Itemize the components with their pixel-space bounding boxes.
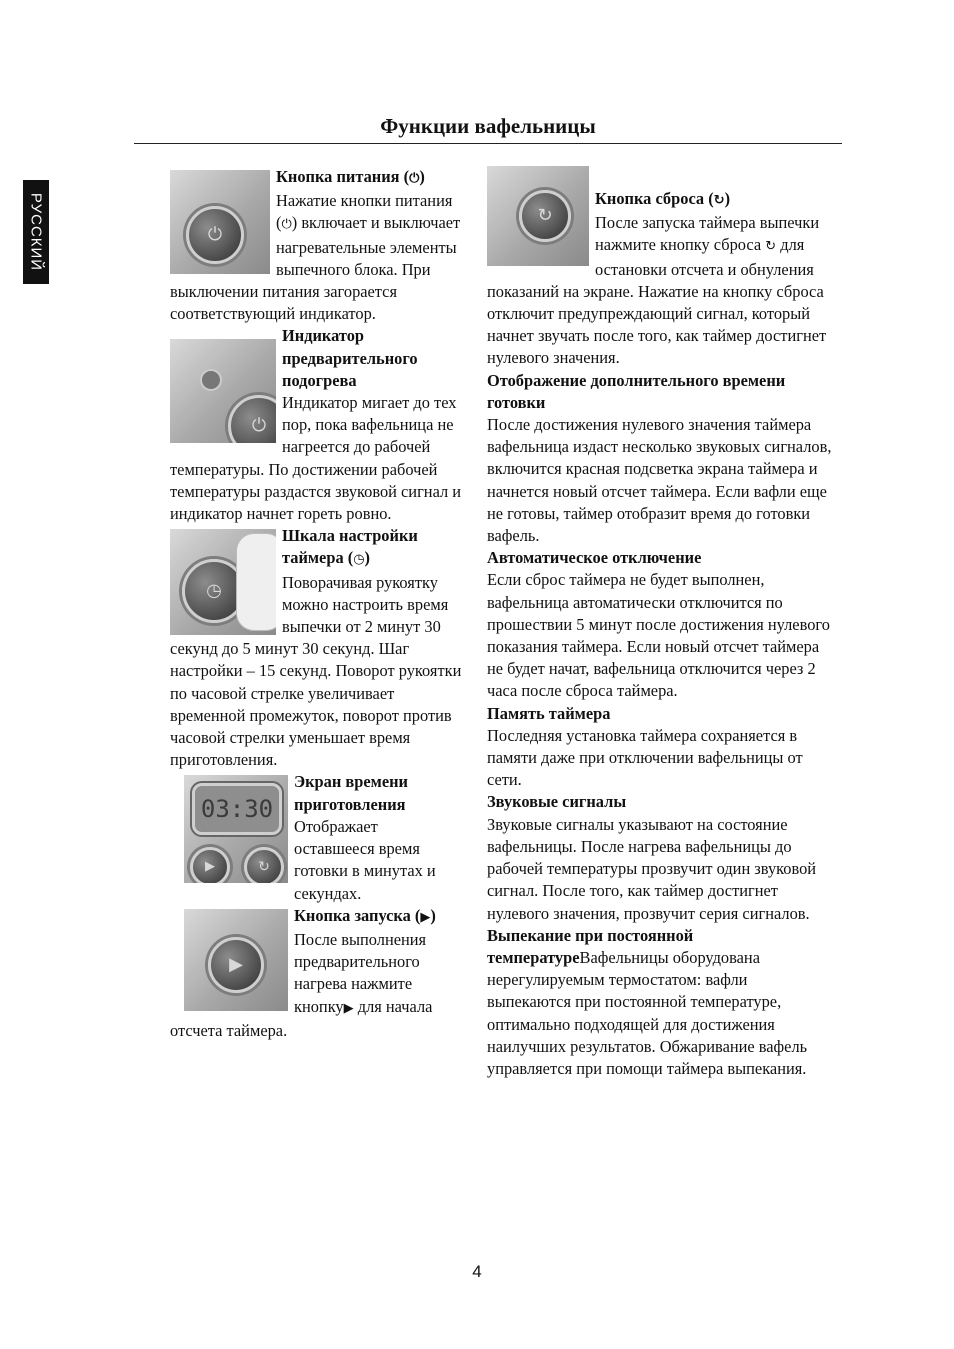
start-icon: ▶	[208, 937, 264, 993]
constant-temp-section	[487, 925, 832, 1080]
page-title: Функции вафельницы	[380, 114, 596, 138]
power-button-photo	[170, 170, 270, 274]
indicator-lamp	[200, 369, 222, 391]
lcd-time: 03:30	[200, 795, 274, 824]
reset-icon: ↻	[765, 239, 777, 255]
constant-temp-text: Вафельницы оборудована нерегулируемым термостатом: вафли выпекаются при постоянной температуре, оптимально подходящей для достижения наилучших результатов. Обжаривание вафель управляется при помощи таймера выпекания.	[487, 947, 808, 1078]
memory-heading: Память таймера	[487, 703, 611, 723]
title-divider	[134, 143, 842, 144]
timer-screen-photo	[184, 775, 288, 883]
reset-heading: Кнопка сброса (↻)	[595, 189, 731, 208]
start-text: После выполнения предварительного нагрева нажмите кнопку▶ для начала отсчета таймера.	[170, 929, 433, 1040]
power-heading: Кнопка питания (⏻)	[276, 167, 425, 186]
start-heading: Кнопка запуска (▶)	[294, 905, 436, 925]
timer-screen-text: Отображает оставшееся время готовки в минутах и секундах.	[294, 816, 436, 903]
timer-dial-text: Поворачивая рукоятку можно настроить время выпечки от 2 минут 30 секунд до 5 минут 30 секунд. Шаг настройки – 15 секунд. Поворот рукоятки по часовой стрелке увеличивает временной промежуток, поворот против часовой стрелки уменьшает время приготовления.	[170, 572, 462, 770]
right-column	[487, 188, 832, 1080]
start-icon: ▶	[190, 847, 230, 883]
sounds-heading: Звуковые сигналы	[487, 792, 627, 812]
page-number: 4	[472, 1262, 482, 1281]
reset-text: После запуска таймера выпечки нажмите кнопку сброса ↻ для остановки отсчета и обнуления показаний на экране. Нажатие на кнопку сброса отключит предупреждающий сигнал, который начнет звучать после того, как таймер достигнет нулевого значения.	[487, 213, 827, 368]
reset-icon: ↻	[519, 190, 571, 242]
constant-temp-heading: Выпекание при постоянной температуре	[487, 925, 694, 967]
power-text: Нажатие кнопки питания (⏻) включает и выключает нагревательные элементы выпечного блока. При выключении питания загорается соответствующий индикатор.	[170, 191, 461, 324]
preheat-indicator-photo	[170, 339, 276, 443]
timer-screen-heading: Экран времени приготовления	[294, 772, 408, 814]
hand-illustration	[236, 533, 276, 631]
auto-off-section	[487, 547, 832, 702]
reset-icon: ↻	[244, 847, 284, 883]
extra-time-text: После достижения нулевого значения таймера вафельница издаст несколько звуковых сигналов, включится красная подсветка экрана таймера и начнется новый отсчет таймера. Если вафли еще не готовы, таймер отобразит время до готовки вафель.	[487, 415, 832, 546]
timer-icon: ◷	[182, 559, 246, 623]
power-icon: ⏻	[186, 206, 244, 264]
start-icon: ▶	[343, 1000, 354, 1016]
preheat-heading: Индикатор предварительного подогрева	[282, 326, 418, 390]
memory-section	[487, 703, 832, 792]
power-icon: ⏻	[409, 171, 420, 186]
timer-dial-photo	[170, 529, 276, 635]
timer-icon: ◷	[353, 552, 365, 568]
language-tab	[23, 180, 49, 284]
language-tab-label: РУССКИЙ	[27, 192, 45, 272]
left-column	[170, 166, 462, 1042]
extra-time-section	[487, 370, 832, 548]
memory-text: Последняя установка таймера сохраняется в памяти даже при отключении вафельницы от сети.	[487, 725, 803, 790]
auto-off-heading: Автоматическое отключение	[487, 548, 702, 568]
power-icon: ⏻	[228, 395, 276, 443]
reset-icon: ↻	[713, 193, 725, 208]
start-icon: ▶	[420, 909, 431, 925]
power-icon: ⏻	[281, 217, 292, 233]
extra-time-heading: Отображение дополнительного времени готовки	[487, 370, 786, 412]
timer-dial-heading: Шкала настройки таймера (◷)	[282, 526, 418, 568]
preheat-text: Индикатор мигает до тех пор, пока вафельница не нагреется до рабочей температуры. По достижении рабочей температуры раздастся звуковой сигнал и индикатор начнет гореть ровно.	[170, 393, 462, 524]
auto-off-text: Если сброс таймера не будет выполнен, вафельница автоматически отключится по прошествии 5 минут после достижения нулевого показания таймера. Если новый отсчет таймера не будет начат, вафельница отключится через 2 часа после сброса таймера.	[487, 570, 830, 701]
sounds-text: Звуковые сигналы указывают на состояние вафельницы. После нагрева вафельницы до рабочей температуры прозвучит один звуковой сигнал. После того, как таймер достигнет нулевого значения, прозвучит серия сигналов.	[487, 814, 817, 923]
reset-button-photo	[487, 166, 589, 266]
sounds-section	[487, 791, 832, 924]
start-button-photo	[184, 909, 288, 1011]
lcd-display	[192, 783, 282, 835]
